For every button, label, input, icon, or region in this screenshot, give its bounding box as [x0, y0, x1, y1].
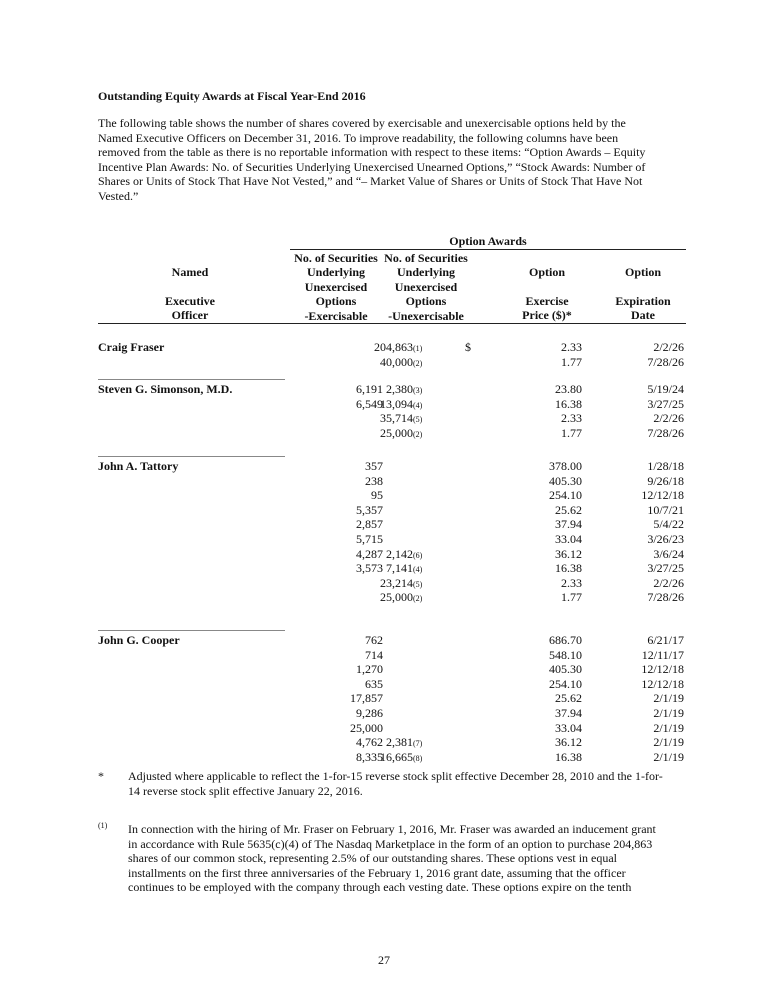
unexercisable-value: 25,000: [380, 425, 413, 440]
unexercisable-value: 35,714: [380, 411, 413, 426]
expiration-date-cell: 3/27/25: [647, 561, 684, 576]
footnote-reference: (2): [413, 594, 423, 604]
unexercisable-value: 25,000: [380, 590, 413, 605]
expiration-date-cell: 3/6/24: [653, 546, 684, 561]
exercise-price-cell: 405.30: [549, 473, 582, 488]
table-row: [0, 503, 768, 518]
table-row: [0, 382, 768, 397]
table-row: [0, 397, 768, 412]
footnote-reference: (2): [413, 358, 423, 368]
header-line: Option: [624, 265, 661, 279]
exercise-price-cell: 2.33: [561, 340, 582, 354]
table-row: [0, 411, 768, 426]
unexercisable-value: 2,380: [386, 382, 413, 396]
header-line: Executive: [165, 293, 215, 308]
exercisable-cell: 9,286: [356, 705, 383, 720]
expiration-date-cell: 2/1/19: [653, 749, 684, 764]
header-line: Underlying: [396, 265, 455, 280]
header-line: Date: [631, 308, 655, 323]
table-row: [0, 426, 768, 441]
exercise-price-cell: 405.30: [549, 662, 582, 677]
footnote-line: In connection with the hiring of Mr. Fraser on February 1, 2016, Mr. Fraser was awarded an inducement grant: [128, 822, 656, 836]
unexercisable-cell: [348, 750, 428, 767]
exercise-price-cell: 1.77: [561, 354, 582, 369]
unexercisable-value: 7,141: [386, 561, 413, 576]
exercisable-cell: 238: [365, 473, 383, 488]
footnote-reference: (5): [413, 579, 423, 589]
currency-symbol: $: [465, 340, 471, 354]
exercise-price-cell: 254.10: [549, 488, 582, 503]
option-awards-header: Option Awards: [449, 234, 527, 248]
table-row: [0, 488, 768, 503]
footnote-line: in accordance with Rule 5635(c)(4) of The Nasdaq Marketplace in the form of an option to purchase 204,863: [128, 836, 653, 851]
expiration-date-cell: 2/1/19: [653, 720, 684, 735]
footnote-asterisk: [98, 769, 698, 798]
exercisable-cell: 4,762: [356, 735, 383, 750]
table-row: [0, 576, 768, 591]
table-row: [0, 547, 768, 562]
header-exercisable: [286, 251, 386, 323]
expiration-date-cell: 10/7/21: [647, 502, 684, 517]
intro-line: The following table shows the number of shares covered by exercisable and unexercisable options held by the: [98, 116, 626, 130]
exercisable-cell: 25,000: [350, 720, 383, 735]
footnote-mark: (1): [98, 821, 108, 830]
unexercisable-value: 16,665: [380, 749, 413, 764]
header-spacer: [130, 279, 250, 293]
exercisable-cell: 357: [365, 459, 383, 473]
header-expiration-date: [600, 265, 686, 323]
exercise-price-cell: 1.77: [561, 425, 582, 440]
exercise-price-cell: 36.12: [555, 735, 582, 750]
exercise-price-cell: 37.94: [555, 517, 582, 532]
header-line: Options: [405, 294, 447, 309]
exercisable-cell: 95: [371, 488, 383, 503]
footnote-reference: (4): [413, 565, 423, 575]
footnote-reference: (5): [413, 415, 423, 425]
exercise-price-cell: 16.38: [555, 396, 582, 411]
officer-name: Craig Fraser: [98, 340, 165, 354]
expiration-date-cell: 7/28/26: [647, 425, 684, 440]
table-row: [0, 517, 768, 532]
header-line: Exercise: [525, 293, 569, 308]
exercise-price-cell: 25.62: [555, 502, 582, 517]
header-line: No. of Securities: [294, 251, 378, 265]
exercise-price-cell: 2.33: [561, 411, 582, 426]
expiration-date-cell: 1/28/18: [647, 459, 684, 473]
expiration-date-cell: 2/2/26: [653, 340, 684, 354]
expiration-date-cell: 3/27/25: [647, 396, 684, 411]
header-line: -Unexercisable: [388, 308, 464, 323]
footnote-reference: (4): [413, 400, 423, 410]
expiration-date-cell: 3/26/23: [647, 531, 684, 546]
header-unexercisable: [374, 251, 478, 323]
header-bottom-rule: [98, 323, 686, 324]
header-officer: [130, 265, 250, 323]
header-line: Price ($)*: [522, 308, 572, 323]
unexercisable-value: 23,214: [380, 575, 413, 590]
footnote-1: [98, 822, 698, 895]
exercisable-cell: 762: [365, 633, 383, 647]
footnote-line: Adjusted where applicable to reflect the 1-for-15 reverse stock split effective December 28, 2010 and the 1-for-: [128, 769, 663, 783]
expiration-date-cell: 6/21/17: [647, 633, 684, 647]
table-row: [0, 750, 768, 765]
expiration-date-cell: 2/1/19: [653, 691, 684, 706]
table-row: [0, 532, 768, 547]
exercise-price-cell: 548.10: [549, 647, 582, 662]
officer-name: John A. Tattory: [98, 459, 179, 473]
footnote-reference: (3): [413, 386, 423, 395]
unexercisable-value: 2,142: [386, 546, 413, 561]
exercise-price-cell: 36.12: [555, 546, 582, 561]
exercise-price-cell: 686.70: [549, 633, 582, 647]
footnote-mark: *: [98, 769, 104, 783]
exercise-price-cell: 33.04: [555, 531, 582, 546]
table-row: [0, 721, 768, 736]
header-line: Named: [171, 265, 209, 279]
exercisable-cell: 635: [365, 676, 383, 691]
exercise-price-cell: 23.80: [555, 382, 582, 396]
footnote-line: 14 reverse stock split effective January 22, 2016.: [128, 783, 363, 798]
table-row: [0, 633, 768, 648]
exercisable-cell: 6,191: [356, 382, 383, 396]
header-line: No. of Securities: [384, 251, 468, 265]
officer-name: John G. Cooper: [98, 633, 180, 647]
footnote-reference: (6): [413, 550, 423, 560]
intro-paragraph: [98, 116, 698, 204]
footnote-line: continues to be employed with the company through each vesting date. These options expire on the tenth: [128, 880, 632, 895]
intro-line: Vested.”: [98, 188, 139, 203]
unexercisable-value: 2,381: [386, 735, 413, 750]
expiration-date-cell: 12/12/18: [641, 662, 684, 677]
group-header-rule: [290, 249, 686, 250]
expiration-date-cell: 12/11/17: [641, 647, 684, 662]
header-line: -Exercisable: [304, 308, 368, 323]
table-row: [0, 590, 768, 605]
footnote-line: installments on the first three anniversaries of the February 1, 2016 grant date, assuming that the officer: [128, 865, 626, 880]
header-spacer: [600, 279, 686, 293]
table-row: [0, 474, 768, 489]
officer-group: [0, 633, 768, 764]
header-line: Options: [315, 294, 357, 309]
header-line: Option: [528, 265, 565, 279]
intro-line: Named Executive Officers on December 31, 2016. To improve readability, the following columns have been: [98, 130, 619, 145]
exercise-price-cell: 1.77: [561, 590, 582, 605]
header-line: Unexercised: [394, 279, 458, 294]
header-line: Officer: [171, 308, 209, 323]
header-spacer: [500, 279, 594, 293]
expiration-date-cell: 7/28/26: [647, 590, 684, 605]
expiration-date-cell: 9/26/18: [647, 473, 684, 488]
header-line: Unexercised: [304, 279, 368, 294]
exercisable-cell: 5,715: [356, 531, 383, 546]
exercise-price-cell: 25.62: [555, 691, 582, 706]
exercise-price-cell: 2.33: [561, 575, 582, 590]
intro-line: removed from the table as there is no reportable information with respect to these items: “Option Awards – Equity: [98, 145, 646, 160]
officer-group: [0, 382, 768, 440]
exercise-price-cell: 37.94: [555, 705, 582, 720]
table-row: [0, 459, 768, 474]
footnote-reference: (2): [413, 429, 423, 439]
header-line: Expiration: [615, 293, 671, 308]
footnote-reference: (7): [413, 739, 423, 749]
table-row: [0, 355, 768, 370]
table-row: [0, 662, 768, 677]
officer-group: [0, 459, 768, 605]
footnote-reference: (8): [413, 753, 423, 763]
group-separator: [98, 456, 285, 457]
group-separator: [98, 630, 285, 631]
exercisable-cell: 5,357: [356, 502, 383, 517]
exercise-price-cell: 254.10: [549, 676, 582, 691]
exercisable-cell: 8,335: [356, 749, 383, 764]
table-row: [0, 648, 768, 663]
expiration-date-cell: 7/28/26: [647, 354, 684, 369]
exercise-price-cell: 378.00: [549, 459, 582, 473]
expiration-date-cell: 5/19/24: [647, 382, 684, 396]
unexercisable-value: 40,000: [380, 354, 413, 369]
table-row: [0, 706, 768, 721]
exercisable-cell: 6,549: [356, 396, 383, 411]
officer-group: [0, 340, 768, 369]
table-row: [0, 691, 768, 706]
page-number: 27: [378, 953, 390, 967]
intro-line: Shares or Units of Stock That Have Not Vested,” and “– Market Value of Shares or Units of Stock That Have Not: [98, 174, 643, 189]
table-row: [0, 677, 768, 692]
table-row: [0, 340, 768, 355]
exercisable-cell: 1,270: [356, 662, 383, 677]
expiration-date-cell: 2/2/26: [653, 575, 684, 590]
unexercisable-value: 204,863: [374, 340, 413, 354]
section-title: Outstanding Equity Awards at Fiscal Year-End 2016: [98, 89, 366, 103]
footnote-line: shares of our common stock, representing 2.5% of our outstanding shares. These options vest in equal: [128, 851, 618, 866]
exercisable-cell: 2,857: [356, 517, 383, 532]
exercisable-cell: 4,287: [356, 546, 383, 561]
expiration-date-cell: 5/4/22: [653, 517, 684, 532]
exercise-price-cell: 16.38: [555, 561, 582, 576]
exercisable-cell: 714: [365, 647, 383, 662]
expiration-date-cell: 2/2/26: [653, 411, 684, 426]
group-separator: [98, 379, 285, 380]
header-line: Underlying: [306, 265, 365, 280]
table-row: [0, 735, 768, 750]
exercisable-cell: 3,573: [356, 561, 383, 576]
exercisable-cell: 17,857: [350, 691, 383, 706]
unexercisable-cell: [348, 426, 428, 443]
intro-line: Incentive Plan Awards: No. of Securities Underlying Unexercised Unearned Options,” “Stock Awards: Number of: [98, 159, 646, 174]
expiration-date-cell: 2/1/19: [653, 735, 684, 750]
exercise-price-cell: 33.04: [555, 720, 582, 735]
header-exercise-price: [500, 265, 594, 323]
footnote-reference: (1): [413, 344, 423, 353]
table-row: [0, 561, 768, 576]
officer-name: Steven G. Simonson, M.D.: [98, 382, 233, 396]
unexercisable-cell: [348, 355, 428, 372]
expiration-date-cell: 12/12/18: [641, 676, 684, 691]
expiration-date-cell: 12/12/18: [641, 488, 684, 503]
unexercisable-cell: [348, 590, 428, 607]
exercise-price-cell: 16.38: [555, 749, 582, 764]
expiration-date-cell: 2/1/19: [653, 705, 684, 720]
unexercisable-value: 13,094: [380, 396, 413, 411]
